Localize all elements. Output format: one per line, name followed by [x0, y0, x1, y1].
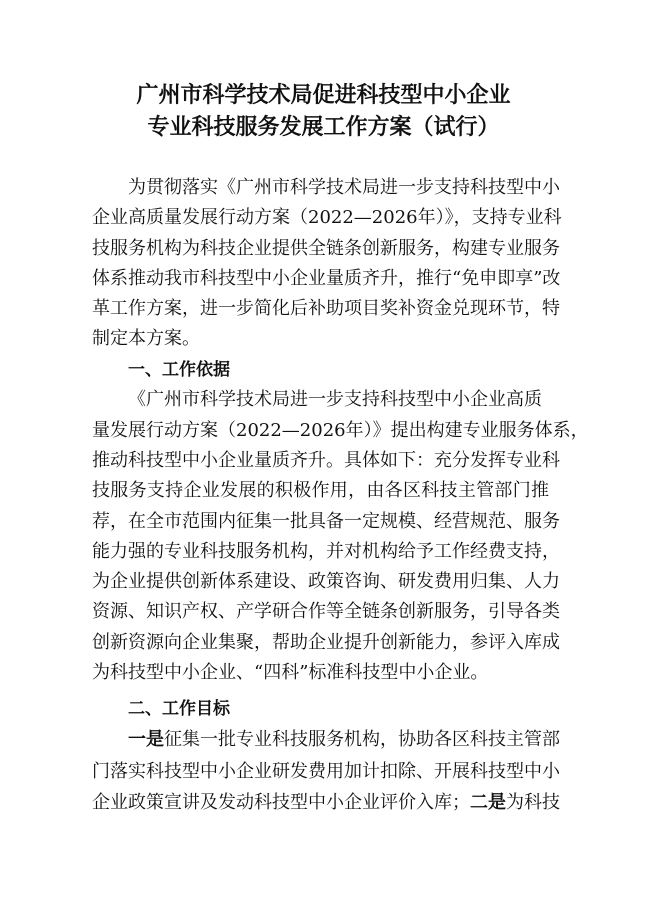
- section1-line-7: 为企业提供创新体系建设、政策咨询、研发费用归集、人力: [92, 571, 560, 592]
- intro-line-3: 技服务机构为科技企业提供全链条创新服务，构建专业服务: [92, 238, 560, 259]
- goal-one-marker: 一是: [128, 729, 164, 750]
- section2-line-1: [128, 728, 560, 752]
- section-heading-goals: 二、工作目标: [128, 699, 230, 719]
- document-title-line-2: 专业科技服务发展工作方案（试行）: [147, 115, 500, 140]
- section1-line-10: 为科技型中小企业、“四科”标准科技型中小企业。: [92, 662, 489, 683]
- section2-line-3-tail: 为科技: [506, 792, 560, 813]
- section1-line-1: 《广州市科学技术局进一步支持科技型中小企业高质: [128, 389, 542, 410]
- section1-line-2: 量发展行动方案（2022—2026年）》提出构建专业服务体系，: [92, 420, 589, 441]
- section1-line-3: 推动科技型中小企业量质齐升。具体如下：充分发挥专业科: [92, 450, 560, 471]
- section-heading-basis: 一、工作依据: [128, 360, 230, 380]
- intro-line-2: 企业高质量发展行动方案（2022—2026年）》，支持专业科: [92, 207, 562, 228]
- intro-line-1: 为贯彻落实《广州市科学技术局进一步支持科技型中小: [128, 177, 560, 198]
- section1-line-8: 资源、知识产权、产学研合作等全链条创新服务，引导各类: [92, 601, 560, 622]
- intro-line-4: 体系推动我市科技型中小企业量质齐升，推行“免申即享”改: [92, 268, 561, 289]
- section2-line-3-text: 企业政策宣讲及发动科技型中小企业评价入库；: [92, 792, 470, 813]
- section1-line-6: 能力强的专业科技服务机构，并对机构给予工作经费支持，: [92, 541, 560, 562]
- section1-line-4: 技服务支持企业发展的积极作用，由各区科技主管部门推: [92, 480, 549, 501]
- intro-line-6: 制定本方案。: [92, 328, 200, 349]
- section1-line-5: 荐，在全市范围内征集一批具备一定规模、经营规范、服务: [92, 511, 560, 532]
- intro-line-5: 革工作方案，进一步简化后补助项目奖补资金兑现环节，特: [92, 298, 560, 319]
- document-title-line-1: 广州市科学技术局促进科技型中小企业: [136, 83, 511, 108]
- section2-line-1-text: 征集一批专业科技服务机构，协助各区科技主管部: [164, 729, 560, 750]
- section1-line-9: 创新资源向企业集聚，帮助企业提升创新能力，参评入库成: [92, 632, 560, 653]
- goal-two-marker: 二是: [470, 792, 506, 813]
- section2-line-2: 门落实科技型中小企业研发费用加计扣除、开展科技型中小: [92, 761, 560, 782]
- section2-line-3: [92, 791, 560, 815]
